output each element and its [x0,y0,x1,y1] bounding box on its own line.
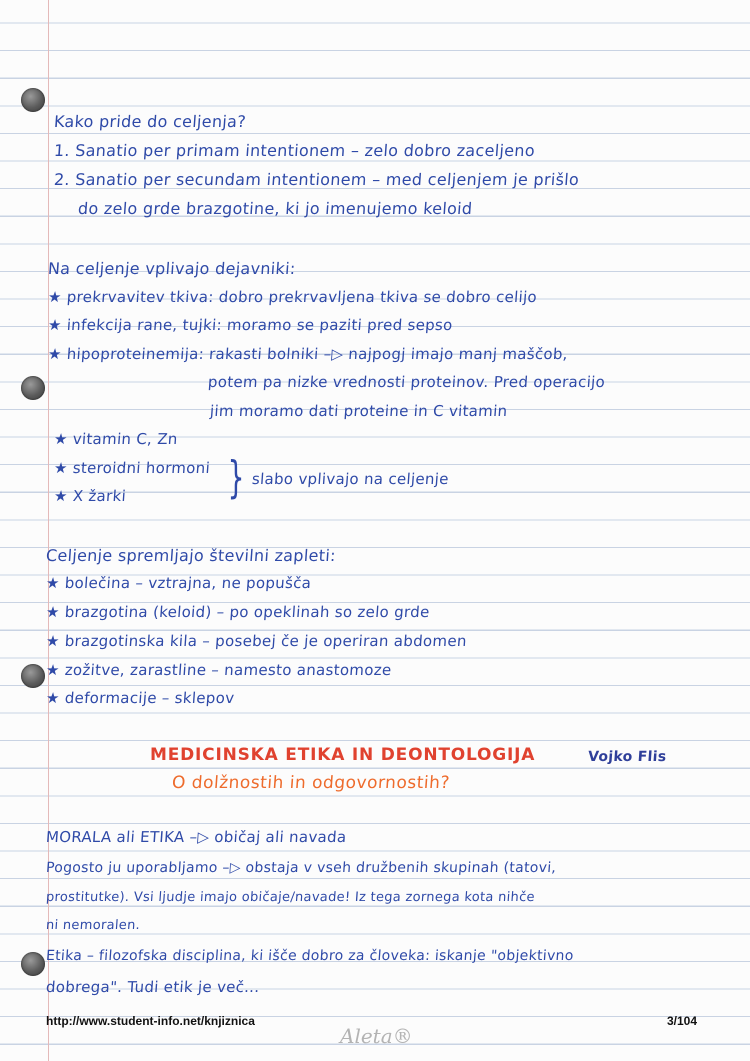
section-title: MEDICINSKA ETIKA IN DEONTOLOGIJA [150,745,536,765]
note-line: Celjenje spremljajo številni zapleti: [45,546,337,565]
note-line: ni nemoralen. [45,918,141,933]
note-line: potem pa nizke vrednosti proteinov. Pred operacijo [207,373,606,391]
note-line: ★ brazgotinska kila – posebej če je operiran abdomen [45,632,468,650]
notebook-brand-logo: Aleta® [340,1024,413,1048]
binder-hole-bottom [21,952,45,976]
note-line: MORALA ali ETIKA –▷ običaj ali navada [45,828,348,846]
note-line: do zelo grde brazgotine, ki jo imenujemo keloid [77,199,474,218]
note-line: ★ vitamin C, Zn [53,430,179,448]
note-line: ★ bolečina – vztrajna, ne popušča [45,574,312,592]
note-line: dobrega". Tudi etik je več... [45,978,261,996]
note-line: ★ hipoproteinemija: rakasti bolniki –▷ najpogj imajo manj maščob, [47,345,569,363]
note-line: ★ zožitve, zarastline – namesto anastomoze [45,661,393,679]
note-line: Kako pride do celjenja? [53,112,247,131]
note-line: ★ infekcija rane, tujki: moramo se paziti pred sepso [47,316,454,334]
note-line: Na celjenje vplivajo dejavniki: [47,259,297,278]
curly-brace: } [227,452,245,503]
section-subtitle: O dolžnostih in odgovornostih? [171,773,451,793]
source-url: http://www.student-info.net/knjiznica [46,1014,255,1028]
note-line: ★ deformacije – sklepov [45,689,235,707]
note-line: jim moramo dati proteine in C vitamin [209,402,509,420]
note-line: prostitutke). Vsi ljudje imajo običaje/navade! Iz tega zornega kota nihče [45,890,536,905]
note-line: 2. Sanatio per secundam intentionem – med celjenjem je prišlo [53,170,580,189]
author-name: Vojko Flis [587,749,667,765]
note-line: 1. Sanatio per primam intentionem – zelo dobro zaceljeno [53,141,536,160]
note-line: Pogosto ju uporabljamo –▷ obstaja v vseh družbenih skupinah (tatovi, [45,860,557,876]
page-number: 3/104 [667,1014,698,1028]
note-line: ★ steroidni hormoni [53,459,211,477]
binder-hole-lower [21,664,45,688]
note-line: ★ X žarki [53,487,127,505]
note-line: ★ prekrvavitev tkiva: dobro prekrvavljena tkiva se dobro celijo [47,288,538,306]
binder-hole-top [21,88,45,112]
binder-hole-middle [21,376,45,400]
note-line: Etika – filozofska disciplina, ki išče dobro za človeka: iskanje "objektivno [45,948,575,964]
note-line: slabo vplivajo na celjenje [251,470,450,488]
note-line: ★ brazgotina (keloid) – po opeklinah so zelo grde [45,603,431,621]
